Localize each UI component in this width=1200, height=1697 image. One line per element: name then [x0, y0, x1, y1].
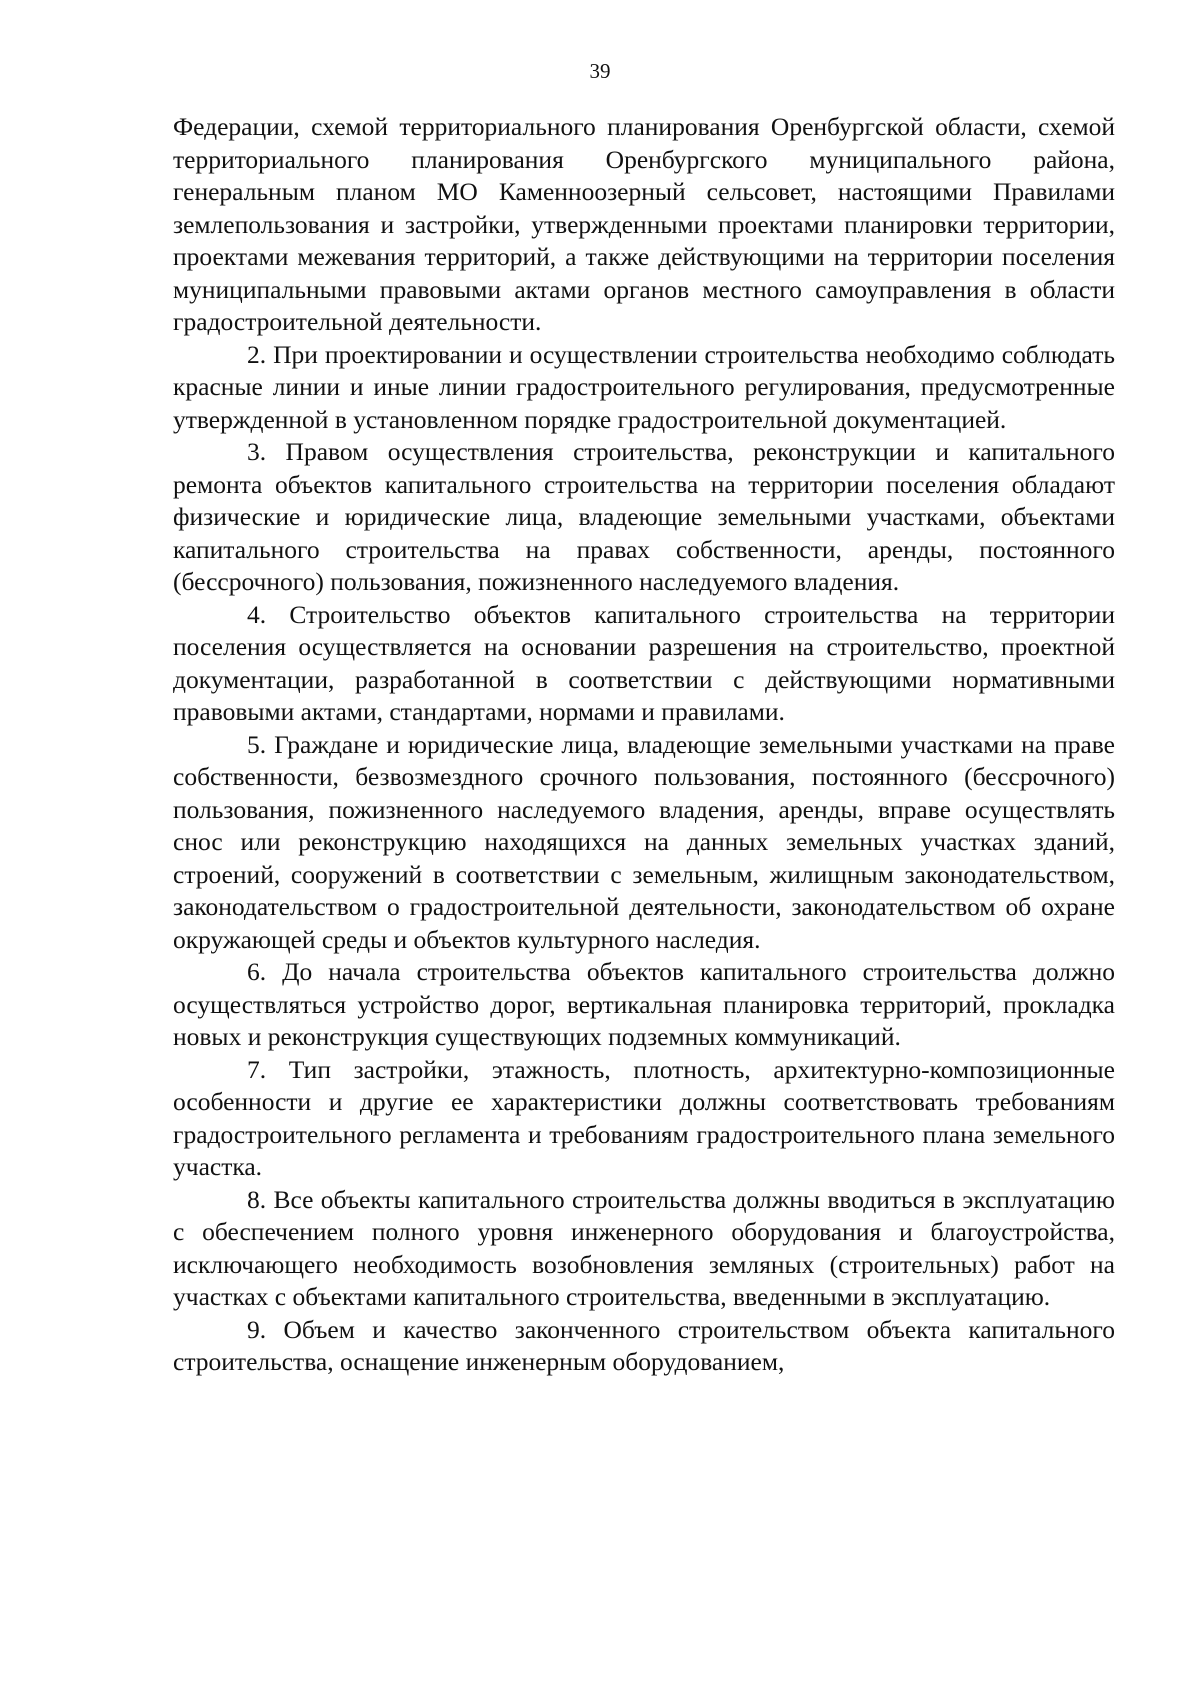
- paragraph-item-3: 3. Правом осуществления строительства, реконструкции и капитального ремонта объектов капитального строительства на территории поселения обладают физические и юридические лица, владеющие земельными участками, объектами капитального строительства на правах собственности, аренды, постоянного (бессрочного) пользования, пожизненного наследуемого владения.: [173, 437, 1115, 596]
- page-number: 39: [589, 59, 611, 83]
- paragraph-item-4: 4. Строительство объектов капитального строительства на территории поселения осуществляется на основании разрешения на строительство, проектной документации, разработанной в соответствии с действующими нормативными правовыми актами, стандартами, нормами и правилами.: [173, 599, 1115, 726]
- paragraph-item-9: 9. Объем и качество законченного строительством объекта капитального строительства, оснащение инженерным оборудованием,: [173, 1314, 1115, 1376]
- paragraph-item-8: 8. Все объекты капитального строительства должны вводиться в эксплуатацию с обеспечением полного уровня инженерного оборудования и благоустройства, исключающего необходимость возобновления земляных (строительных) работ на участках с объектами капитального строительства, введенными в эксплуатацию.: [173, 1184, 1115, 1311]
- paragraph-item-6: 6. До начала строительства объектов капитального строительства должно осуществляться устройство дорог, вертикальная планировка территорий, прокладка новых и реконструкция существующих подземных коммуникаций.: [173, 957, 1115, 1051]
- paragraph-continuation: Федерации, схемой территориального планирования Оренбургской области, схемой территориального планирования Оренбургского муниципального района, генеральным планом МО Каменноозерный сельсовет, настоящими Правилами землепользования и застройки, утвержденными проектами планировки территории, проектами межевания территорий, а также действующими на территории поселения муниципальными правовыми актами органов местного самоуправления в области градостроительной деятельности.: [173, 112, 1115, 336]
- paragraph-item-7: 7. Тип застройки, этажность, плотность, архитектурно-композиционные особенности и другие ее характеристики должны соответствовать требованиям градостроительного регламента и требованиям градостроительного плана земельного участка.: [173, 1054, 1115, 1181]
- paragraph-item-5: 5. Граждане и юридические лица, владеющие земельными участками на праве собственности, безвозмездного срочного пользования, постоянного (бессрочного) пользования, пожизненного наследуемого владения, аренды, вправе осуществлять снос или реконструкцию находящихся на данных земельных участках зданий, строений, сооружений в соответствии с земельным, жилищным законодательством, законодательством о градостроительной деятельности, законодательством об охране окружающей среды и объектов культурного наследия.: [173, 729, 1115, 954]
- paragraph-item-2: 2. При проектировании и осуществлении строительства необходимо соблюдать красные линии и иные линии градостроительного регулирования, предусмотренные утвержденной в установленном порядке градостроительной документацией.: [173, 339, 1115, 434]
- document-body: [173, 111, 1115, 1379]
